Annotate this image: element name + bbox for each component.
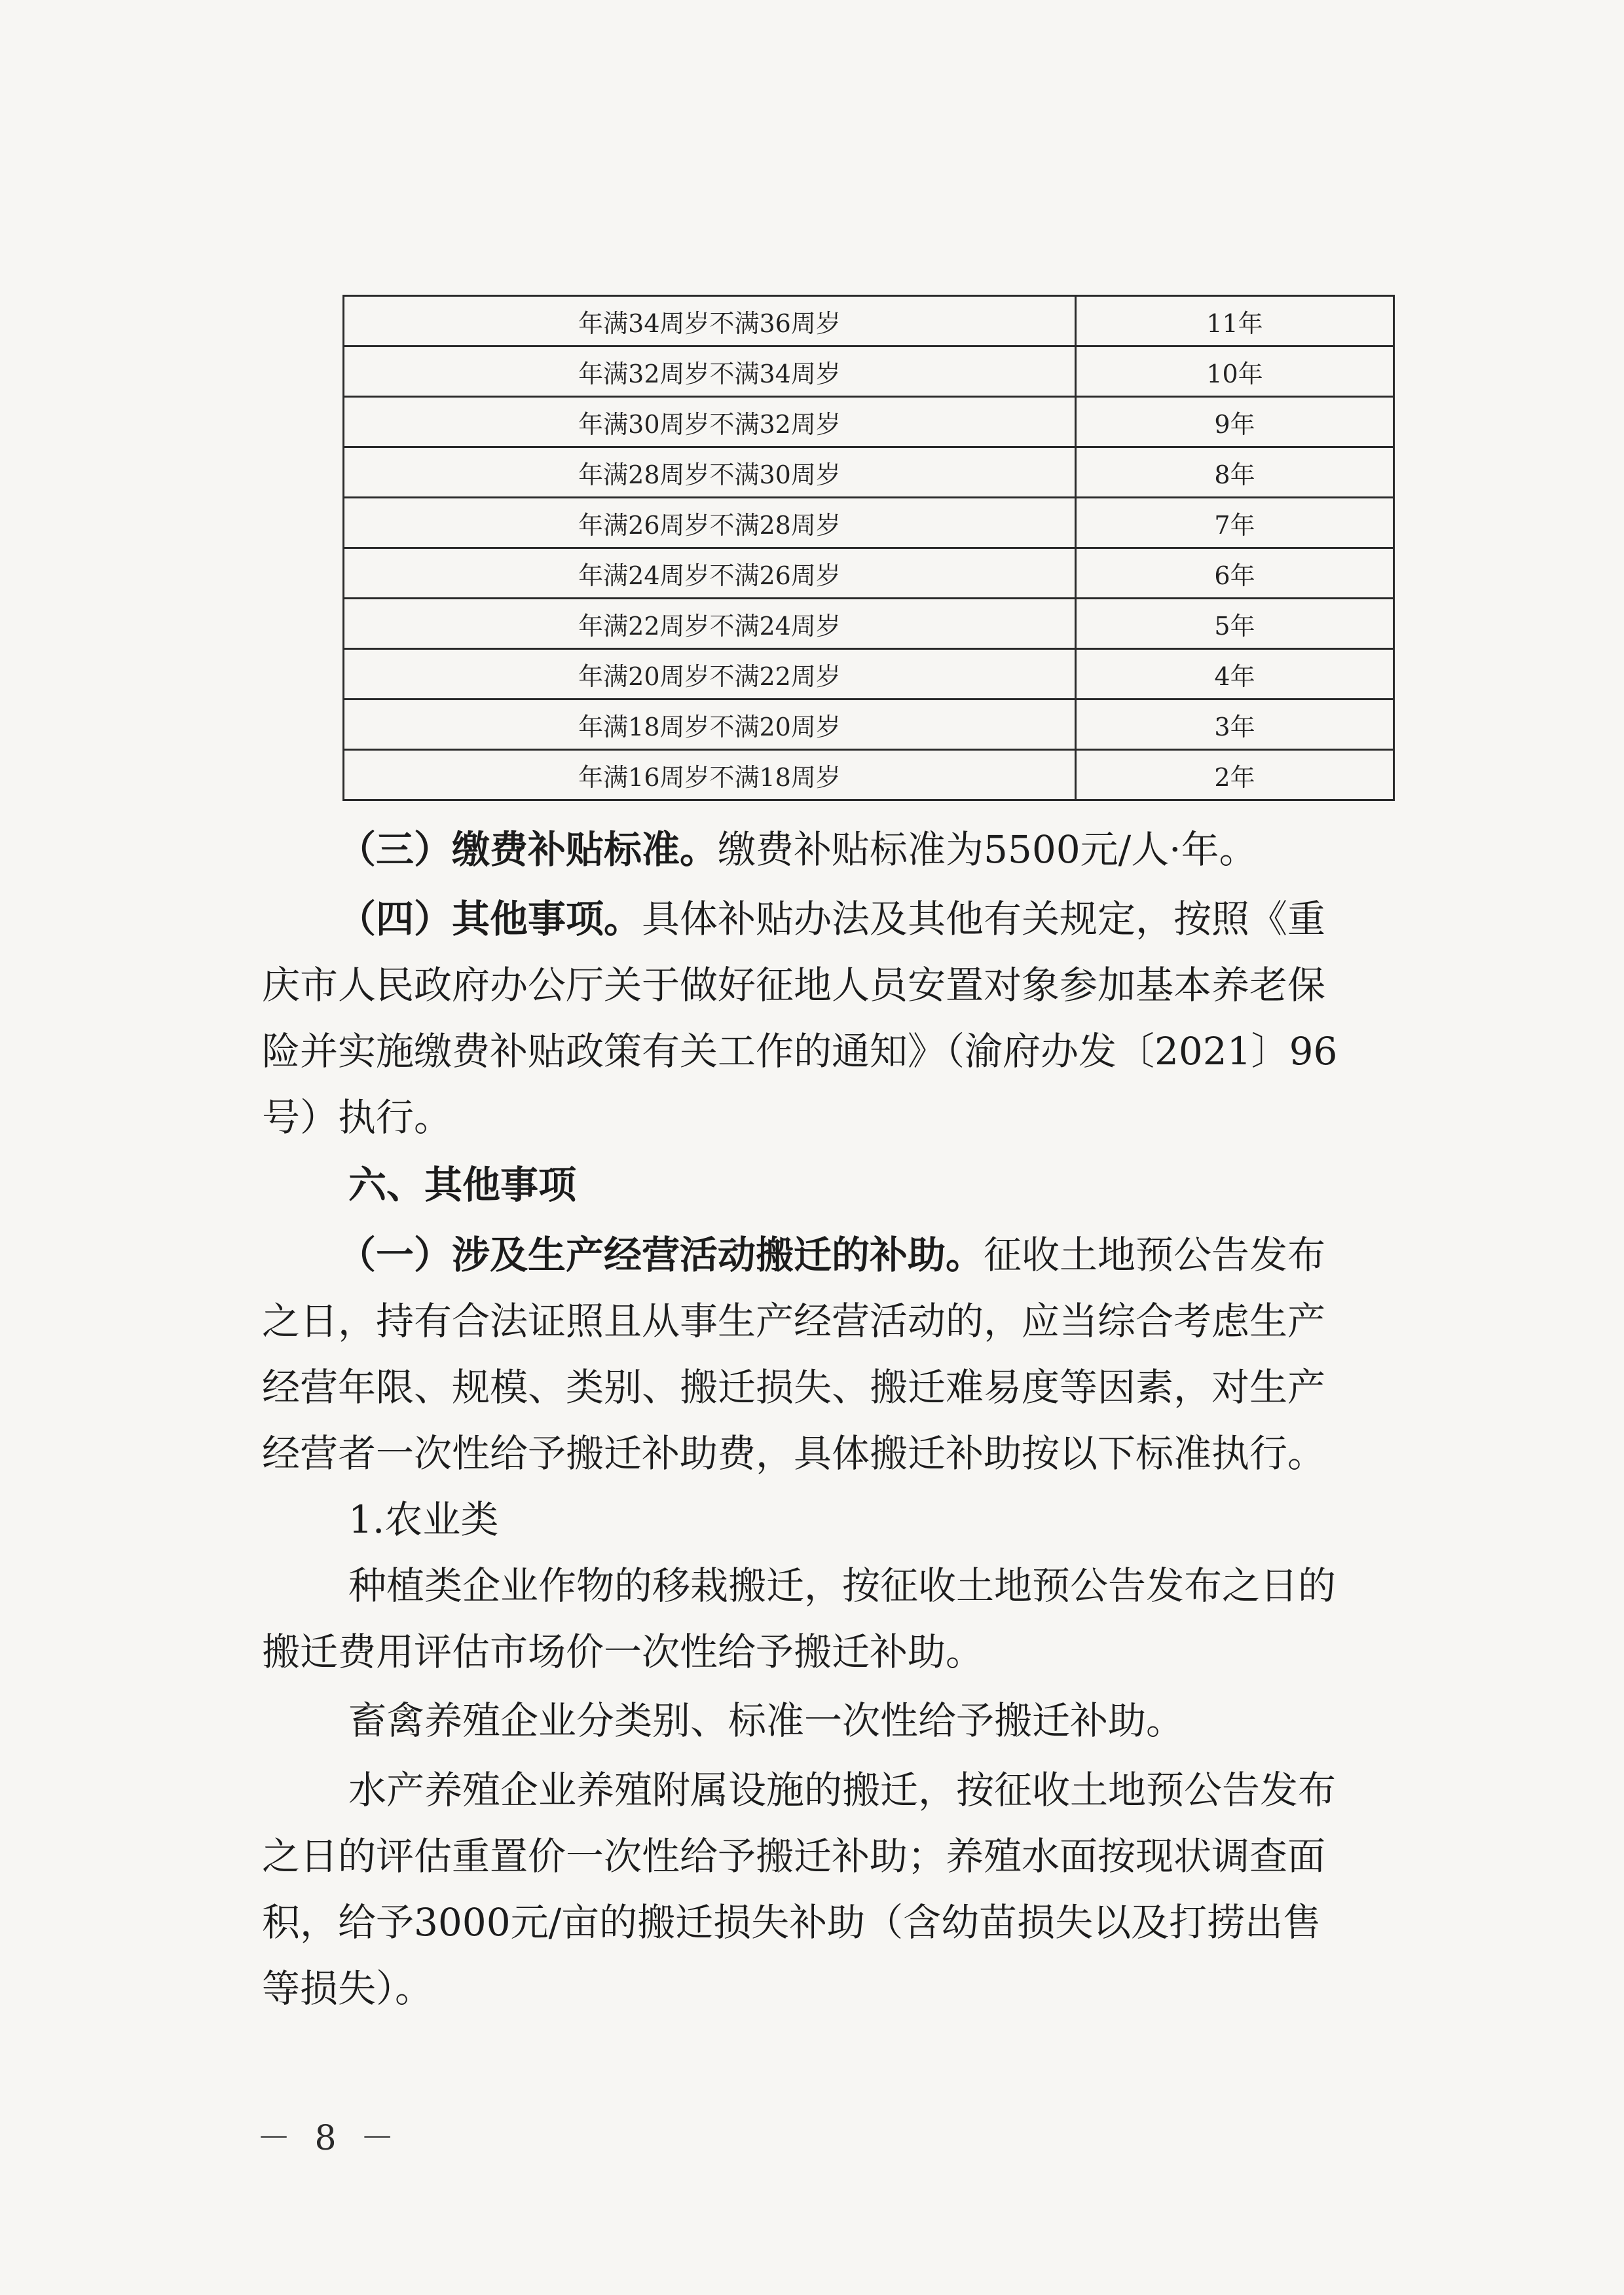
age-range-cell: 年满28周岁不满30周岁 [344, 447, 1076, 498]
section-3-paragraph [262, 817, 1473, 883]
section-6-1-line-4: 经营者一次性给予搬迁补助费，具体搬迁补助按以下标准执行。 [262, 1431, 1326, 1476]
table-row [344, 498, 1394, 548]
table-row [344, 346, 1394, 397]
age-range-cell: 年满22周岁不满24周岁 [344, 599, 1076, 649]
subsidy-years-table [342, 295, 1395, 801]
section-6-1-line-2: 之日，持有合法证照且从事生产经营活动的，应当综合考虑生产 [262, 1299, 1326, 1343]
table-row [344, 649, 1394, 700]
age-range-cell: 年满20周岁不满22周岁 [344, 649, 1076, 700]
section-3-title: （三）缴费补贴标准。 [338, 827, 718, 872]
section-4-line-3: 险并实施缴费补贴政策有关工作的通知》（渝府办发〔2021〕96 [262, 1029, 1338, 1073]
table-row [344, 296, 1394, 346]
agriculture-heading: 1.农业类 [348, 1497, 499, 1542]
age-range-cell: 年满16周岁不满18周岁 [344, 750, 1076, 800]
section-6-1-title: （一）涉及生产经营活动搬迁的补助。 [338, 1233, 984, 1277]
agri-p3-line-4: 等损失）。 [262, 1966, 434, 2011]
years-cell: 3年 [1076, 700, 1394, 750]
age-range-cell: 年满24周岁不满26周岁 [344, 548, 1076, 599]
section-6-1-line-3: 经营年限、规模、类别、搬迁损失、搬迁难易度等因素，对生产 [262, 1365, 1326, 1409]
table-row [344, 599, 1394, 649]
table-row [344, 750, 1394, 800]
agri-p1-line-2: 搬迁费用评估市场价一次性给予搬迁补助。 [262, 1630, 984, 1674]
section-6-1-line-1: （一）涉及生产经营活动搬迁的补助。征收土地预公告发布 [338, 1233, 1326, 1277]
table-row [344, 397, 1394, 447]
page-number: － 8 － [257, 2119, 401, 2158]
years-cell: 5年 [1076, 599, 1394, 649]
table-row [344, 700, 1394, 750]
age-range-cell: 年满18周岁不满20周岁 [344, 700, 1076, 750]
years-cell: 10年 [1076, 346, 1394, 397]
age-range-cell: 年满34周岁不满36周岁 [344, 296, 1076, 346]
table-row [344, 548, 1394, 599]
section-4-line-1: （四）其他事项。具体补贴办法及其他有关规定，按照《重 [338, 897, 1326, 941]
age-range-cell: 年满32周岁不满34周岁 [344, 346, 1076, 397]
agri-p1-line-1: 种植类企业作物的移栽搬迁，按征收土地预公告发布之日的 [348, 1563, 1337, 1608]
agri-p2: 畜禽养殖企业分类别、标准一次性给予搬迁补助。 [348, 1698, 1185, 1743]
table-row [344, 447, 1394, 498]
years-cell: 8年 [1076, 447, 1394, 498]
section-4-line-4: 号）执行。 [262, 1095, 452, 1140]
table-body [344, 296, 1394, 800]
years-cell: 4年 [1076, 649, 1394, 700]
years-cell: 9年 [1076, 397, 1394, 447]
section-4-line-2: 庆市人民政府办公厅关于做好征地人员安置对象参加基本养老保 [262, 963, 1326, 1007]
years-cell: 6年 [1076, 548, 1394, 599]
years-cell: 11年 [1076, 296, 1394, 346]
agri-p3-line-2: 之日的评估重置价一次性给予搬迁补助；养殖水面按现状调查面 [262, 1834, 1326, 1878]
agri-p3-line-3: 积，给予3000元/亩的搬迁损失补助（含幼苗损失以及打捞出售 [262, 1900, 1321, 1945]
years-cell: 7年 [1076, 498, 1394, 548]
heading-other-matters: 六、其他事项 [348, 1163, 577, 1207]
section-3-text: 缴费补贴标准为5500元/人·年。 [718, 827, 1257, 872]
age-range-cell: 年满26周岁不满28周岁 [344, 498, 1076, 548]
age-range-cell: 年满30周岁不满32周岁 [344, 397, 1076, 447]
section-4-title: （四）其他事项。 [338, 897, 642, 941]
agri-p3-line-1: 水产养殖企业养殖附属设施的搬迁，按征收土地预公告发布 [348, 1768, 1337, 1812]
years-cell: 2年 [1076, 750, 1394, 800]
